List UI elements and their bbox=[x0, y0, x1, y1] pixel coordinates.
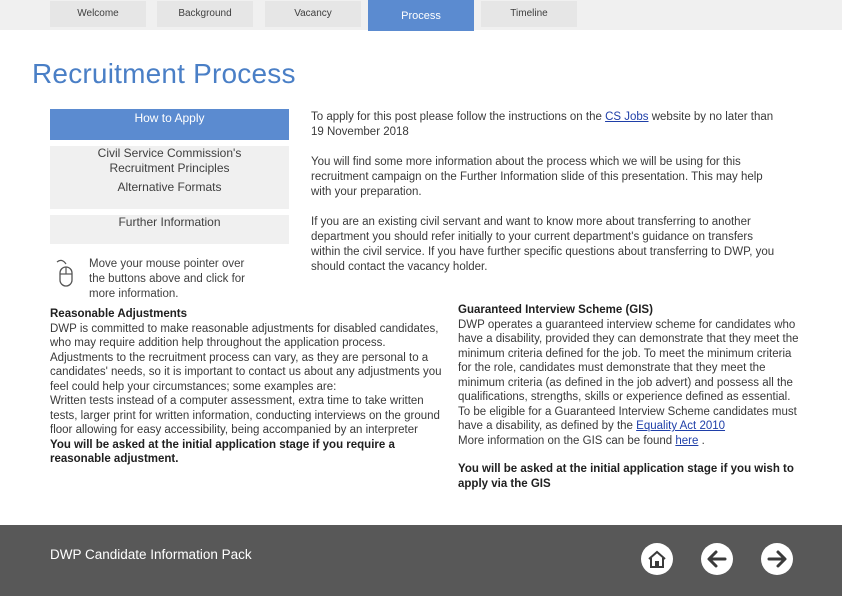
home-icon[interactable] bbox=[640, 542, 674, 576]
equality-act-link[interactable]: Equality Act 2010 bbox=[636, 420, 726, 432]
process-info-paragraph: You will find some more information about the process which we will be using for this recruitment campaign on the Further Information slide of this presentation. This may help with your preparation. bbox=[311, 156, 763, 198]
tab-vacancy[interactable]: Vacancy bbox=[265, 1, 361, 27]
reasonable-adjustments-text1: DWP is committed to make reasonable adjustments for disabled candidates, who may require addition help throughout the application process. bbox=[50, 322, 439, 349]
gis-text3-before: More information on the GIS can be found bbox=[458, 434, 676, 447]
reasonable-adjustments-text2: Adjustments to the recruitment process can vary, as they are personal to a candidates' needs, so it is important to contact us about any adjustments you feel could help your circumstances; some examples are: bbox=[50, 351, 442, 393]
csc-button-label-line1: Civil Service Commission's bbox=[97, 146, 242, 160]
tab-background[interactable]: Background bbox=[157, 1, 253, 27]
gis-text3 bbox=[458, 434, 803, 449]
transfer-info-paragraph: If you are an existing civil servant and want to know more about transferring to another department you should refer initially to your current department's guidance on transfers within the civil service. If you have further specific questions about transferring to DWP, you should contact the vacancy holder. bbox=[311, 216, 775, 273]
top-navigation-bar bbox=[0, 0, 842, 30]
tab-welcome[interactable]: Welcome bbox=[50, 1, 146, 27]
csc-recruitment-principles-button[interactable] bbox=[50, 146, 289, 209]
tab-process[interactable]: Process bbox=[368, 0, 474, 31]
page-title: Recruitment Process bbox=[32, 58, 296, 89]
reasonable-adjustments-text3: Written tests instead of a computer assessment, extra time to take written tests, larger print for written information, conducting interviews on the ground floor allowing for easy accessibility, being accompanied by an interpreter bbox=[50, 395, 440, 436]
reasonable-adjustments-heading: Reasonable Adjustments bbox=[50, 308, 187, 320]
gis-text2 bbox=[458, 405, 803, 434]
mouse-pointer-icon bbox=[54, 258, 76, 288]
back-arrow-icon[interactable] bbox=[700, 542, 734, 576]
further-information-button[interactable]: Further Information bbox=[50, 215, 289, 244]
gis-note: You will be asked at the initial application stage if you wish to apply via the GIS bbox=[458, 463, 794, 490]
gis-heading: Guaranteed Interview Scheme (GIS) bbox=[458, 304, 653, 316]
mouse-hint-text: Move your mouse pointer over the buttons above and click for more information. bbox=[89, 258, 245, 300]
footer-title: DWP Candidate Information Pack bbox=[50, 547, 252, 562]
footer-bar bbox=[0, 525, 842, 596]
gis-here-link[interactable]: here bbox=[675, 434, 699, 447]
apply-text-before: To apply for this post please follow the instructions on the bbox=[311, 111, 606, 123]
gis-section bbox=[458, 303, 803, 491]
gis-text1: DWP operates a guaranteed interview scheme for candidates who have a disability, provided they can demonstrate that they meet the minimum criteria defined for the job. To meet the minimum criteria for the role, candidates must demonstrate that they meet the minimum criteria (as defined in the job advert) and possess all the qualifications, strengths, skills or experience defined as essential. bbox=[458, 318, 799, 403]
alternative-formats-button[interactable]: Alternative Formats bbox=[117, 180, 222, 194]
csc-button-label-line2: Recruitment Principles bbox=[109, 161, 230, 175]
how-to-apply-button[interactable]: How to Apply bbox=[50, 109, 289, 140]
reasonable-adjustments-section bbox=[50, 307, 442, 467]
reasonable-adjustments-note: You will be asked at the initial application stage if you require a reasonable adjustment. bbox=[50, 438, 395, 465]
tab-timeline[interactable]: Timeline bbox=[481, 1, 577, 27]
apply-instructions-paragraph bbox=[311, 110, 781, 140]
gis-text3-after: . bbox=[698, 434, 705, 447]
cs-jobs-link[interactable]: CS Jobs bbox=[605, 111, 649, 123]
forward-arrow-icon[interactable] bbox=[760, 542, 794, 576]
gis-text2-before: To be eligible for a Guaranteed Interview Scheme candidates must have a disability, as defined by the bbox=[458, 405, 797, 432]
apply-text-after: website by no later than 19 November 2018 bbox=[311, 111, 774, 138]
